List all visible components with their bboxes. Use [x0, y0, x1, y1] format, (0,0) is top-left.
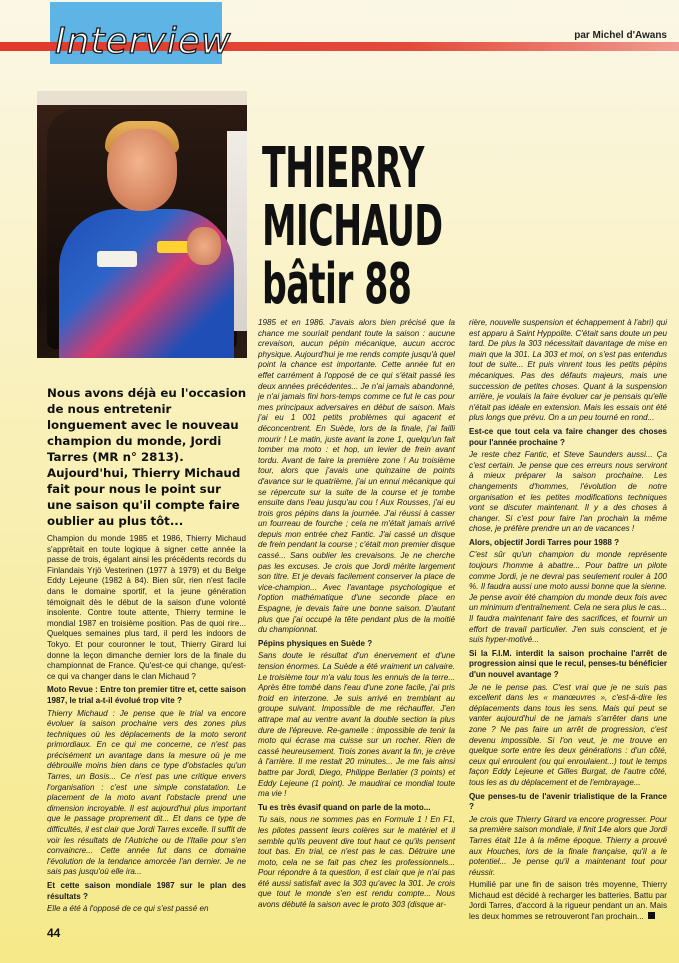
- rider-hand: [187, 227, 221, 265]
- closing-text: Humilié par une fin de saison très moyenne, Thierry Michaud est décidé à recharger les batteries. Battu par Jordi Tarres, d'accord à la rigueur pendant un an. Mais les deux hommes se retrouveront l'an prochain...: [469, 880, 667, 922]
- interview-question: Que penses-tu de l'avenir trialistique de la France ?: [469, 791, 667, 812]
- byline: par Michel d'Awans: [574, 30, 667, 41]
- interview-question: Moto Revue : Entre ton premier titre et, cette saison 1987, le trial a-t-il évolué trop vite ?: [47, 685, 246, 705]
- interview-question: Tu es très évasif quand on parle de la moto...: [258, 802, 431, 812]
- body-paragraph: Champion du monde 1985 et 1986, Thierry Michaud s'apprêtait en toute logique à signer cette année la passe de trois, égalant ainsi les précédents records du Finlandais Yrjö Vesterinen (1977 à 1979) et du Belge Eddy Lejeune (1982 à 84). Bien sûr, rien n'est facile dans le domaine sportif, et la jeune génération témoignait dès le début de la saison d'une volonté insolente. Contre toute attente, Thierry termine le mondial 1987 en troisième position. Pas de quoi rire... Quelques semaines plus tard, il perd les indoors de Tokyo. Et pour couronner le tout, Thierry Girard lui donne la leçon dimanche dernier lors de la finale du championnat de France. Qu'est-ce qui change, qu'est-ce qui va changer dans le clan Michaud ?: [47, 534, 246, 681]
- photo-top-strip: [37, 91, 247, 105]
- jacket-sponsor-patch: [97, 251, 137, 267]
- headline-subtitle: bâtir 88: [262, 252, 412, 317]
- interview-answer: rière, nouvelle suspension et échappement à l'abri) qui est apparu à Saint Hyppolite. C'était sans doute un peu tard. De plus la 303 nécessitait davantage de mise en main que la 301. La 303 et moi, on s'est pas entendus tout de suite... Et puis vinrent tous les petits pépins mécaniques. Pas des défauts majeurs, mais une succession de petites choses. Quant à la suspension arrière, je voulais la faire évoluer car je pensais qu'elle n'était pas idéale en extension. Mais les essais ont été plus longs que prévu. On a un peu tourné en rond...: [469, 318, 667, 423]
- interview-answer: Tu sais, nous ne sommes pas en Formule 1 ! En F1, les pilotes passent leurs colères sur le matériel et il semble qu'ils peuvent dire tout haut ce qu'ils pensent tout bas. En trial, ce n'est pas le cas. Détruire une moto, cela ne se fait pas chez les professionnels... Pour répondre à ta question, il est clair que je n'ai pas été aussi satisfait avec la 303 qu'avec la 301. Je crois que tout le monde s'en est rendu compte... Nous avons débuté la saison avec le proto 303 (disque ar-: [258, 815, 455, 910]
- jacket-sponsor-patch: [157, 241, 191, 253]
- headline: [262, 136, 510, 317]
- interview-question: Alors, objectif Jordi Tarres pour 1988 ?: [469, 537, 620, 547]
- section-title: Interview: [55, 21, 232, 62]
- interview-answer: Sans doute le résultat d'un énervement et d'une tension énormes. La Suède a été vraiment un calvaire. Le troisième tour m'a valu tous les ennuis de la terre... Après être tombé dans l'eau d'une zone facile, j'ai pris froid en interzone. Je suis arrivé en tremblant au groupe suivant. Impossible de me réchauffer. J'en attrape mal au ventre avant la double section la plus dure de l'épreuve. Re-gamelle : impossible de tenir la moto qui écrase ma cuisse sur un rocher. Rien de cassé heureusement. Trois zones avant la fin, je crève à l'arrière. Il me restait 20 minutes... Je me fais ainsi battre par Jordi, Diego, Philippe Berlatier (3 points) et Eddy Lejeune (1 point). Je maudirai ce mondial toute ma vie !: [258, 651, 455, 799]
- intro-paragraph: Nous avons déjà eu l'occasion de nous entretenir longuement avec le nouveau champion du monde, Jordi Tarres (MR n° 2813). Aujourd'hui, Thierry Michaud fait pour nous le point sur une saison qu'il compte faire oublier au plus tôt...: [47, 386, 247, 528]
- interview-answer: Je crois que Thierry Girard va encore progresser. Pour sa première saison mondiale, il finit 14e alors que Jordi Tarres était 11e à la même époque. Thierry a prouvé aux Houches, lors de la finale française, qu'il a le potentiel... Je pense qu'il a maintenant tout pour réussir.: [469, 814, 667, 877]
- interview-question: Est-ce que tout cela va faire changer des choses pour l'année prochaine ?: [469, 426, 667, 447]
- article-column-1: [47, 534, 246, 917]
- interview-answer: Je reste chez Fantic, et Steve Saunders aussi... Ça c'est certain. Je pense que ces erreurs nous serviront à mieux préparer la saison prochaine. Les changements d'hommes, l'évolution de notre organisation et les petites modifications techniques vont se discuter maintenant. Il y a des choses à changer. Si c'est pour faire l'an prochain la même chose, je préfère prendre un an de vacances !: [469, 450, 667, 534]
- article-column-3: [469, 318, 667, 925]
- interview-question: Pépins physiques en Suède ?: [258, 638, 373, 648]
- rider-photo: [37, 91, 247, 358]
- end-of-article-mark: [648, 912, 655, 919]
- interview-answer: Thierry Michaud : Je pense que le trial va encore évoluer la saison prochaine vers des zones plus techniques où les déplacements de la moto seront primordiaux. En ce qui me concerne, ce n'est pas précisément un avantage dans la mesure où je me débrouille moins bien dans ce type d'obstacles qu'un Tarres, un Bosis... Ce n'est pas une critique envers l'organisation : c'est une simple constatation. Le placement de la moto avant l'obstacle prend une dimension incroyable. Il est aujourd'hui plus important que le passage proprement dit... Et dans ce type de difficultés, il est clair que Jordi Tarres excelle. Il suffit de voir les résultats de l'Autriche ou de l'Italie pour s'en convaincre... Cette année fut dans ce domaine l'évolution de la tendance amorcée l'an dernier. Je ne sais pas jusqu'où elle ira...: [47, 708, 246, 877]
- page-number: 44: [47, 926, 61, 940]
- interview-question: Et cette saison mondiale 1987 sur le plan des résultats ?: [47, 881, 246, 901]
- headline-name: THIERRY MICHAUD: [262, 136, 443, 259]
- interview-answer: Je ne le pense pas. C'est vrai que je ne suis pas excellent dans les « manœuvres », c'est-à-dire les déplacements dans tous les sens. Mais qui peut se vanter aujourd'hui de ne jamais s'arrêter dans une zone ? Ne pas faire un arrêt de progression, c'est devenu impossible. Si l'on veut, je me trouve en quelque sorte entre les deux générations : d'un côté, ceux qui enroulent (ou qui enroulaient...) tout le temps façon Eddy Lejeune et Gilles Burgat, de l'autre côté, tous les as du déplacement et de l'embrayage...: [469, 682, 667, 787]
- interview-question: Si la F.I.M. interdit la saison prochaine l'arrêt de progression ainsi que le recul, penses-tu bénéficier d'un nouvel avantage ?: [469, 648, 667, 679]
- interview-answer: Elle a été à l'opposé de ce qui s'est passé en: [47, 904, 209, 914]
- interview-answer: 1985 et en 1986. J'avais alors bien précisé que la chance me souriait pendant toute la saison : aucune crevaison, aucun pépin mécanique, aucun accroc physique. Aujourd'hui je me rends compte jusqu'à quel point la chance est importante. Cette année fut en effet carrément à l'opposé de ce qui s'était passé les deux années précédentes... Je n'ai jamais abandonné, je n'ai jamais fini hors-temps comme ce fut le cas pour mes principaux adversaires en début de saison. Mais j'ai eu 1 001 petits problèmes qui agacent et déconcentrent. En Suède, lors de la finale, j'ai failli mourir ! Le matin, juste avant la zone 1, quelqu'un fait tomber ma moto : et hop, un levier de frein avant tordu. Avant de faire la première zone ! Au troisième tour, alors que j'avais une quinzaine de points d'avance sur le quatrième, j'ai un ennui mécanique qui se répercute sur la suite de la course et je tombe ensuite dans l'eau jusqu'au cou ! Aux Rousses, j'ai eu trois gros pépins dans la journée. J'ai réussi à casser un fourreau de fourche ; cela ne m'était jamais arrivé depuis mon entrée chez Fantic. J'ai cassé un disque de frein pendant la course ; c'était mon premier disque cassé... Sans oublier les crevaisons. Je ne cherche pas les excuses. Je crois que Jordi mérite largement son titre. Et je devais facilement conserver la place de vice-champion... Avec l'avantage psychologique et l'option mathématique d'une seconde place en Espagne, je devais faire une bonne saison. D'autant plus que j'ai occupé la tête pendant plus de la moitié du championnat.: [258, 318, 455, 635]
- closing-paragraph: [469, 880, 667, 922]
- interview-answer: C'est sûr qu'un champion du monde représente toujours l'homme à abattre... Pour battre un pilote comme Jordi, je ne devrai pas seulement rouler à 100 %. Il faudra aussi une moto aussi bonne que la sienne. Je pense avoir été champion du monde deux fois avec un minimum d'entraînement. Cela ne sera plus le cas... Il faudra maintenant faire des sacrifices, et fournir un effort de travail particulier. J'en suis conscient, et je suis hyper-motivé...: [469, 550, 667, 645]
- rider-face: [107, 129, 177, 211]
- article-column-2: [258, 318, 455, 913]
